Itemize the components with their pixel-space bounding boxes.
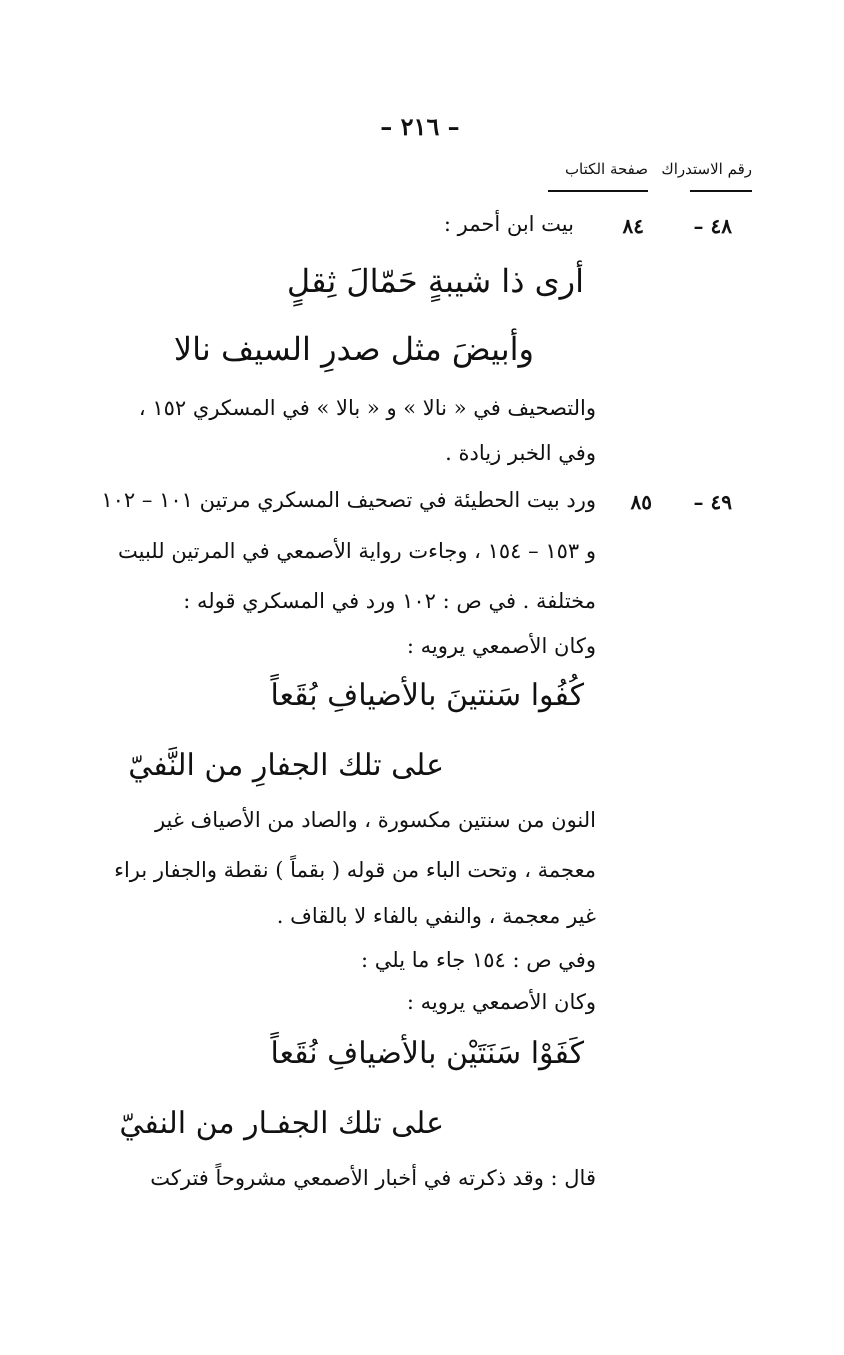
entry-page-number: ٨٥: [630, 490, 652, 514]
body-line: وكان الأصمعي يرويه :: [406, 634, 596, 658]
body-line: وفي الخبر زيادة .: [445, 441, 596, 465]
page-number: – ٢١٦ –: [380, 112, 460, 141]
body-line: النون من سنتين مكسورة ، والصاد من الأصياف غير: [154, 808, 596, 832]
verse-line: كُفُوا سَنتينَ بالأضيافِ بُقَعاً: [270, 678, 584, 713]
column-header-page: صفحة الكتاب: [564, 160, 648, 178]
body-line: قال : وقد ذكرته في أخبار الأصمعي مشروحاً فتركت: [150, 1166, 596, 1190]
body-line: و ١٥٣ – ١٥٤ ، وجاءت رواية الأصمعي في المرتين للبيت: [118, 539, 596, 563]
verse-line: وأبيضَ مثل صدرِ السيف نالا: [173, 330, 534, 368]
header-rule-ref: [690, 190, 752, 192]
body-line: والتصحيف في « نالا » و « بالا » في المسكري ١٥٢ ،: [138, 396, 596, 420]
verse-line: على تلك الجفـار من النفيّ: [119, 1106, 444, 1141]
entry-page-number: ٨٤: [622, 214, 644, 238]
verse-line: أرى ذا شيبةٍ حَمّالَ ثِقلٍ: [286, 262, 584, 300]
header-rule-page: [548, 190, 648, 192]
verse-line: كَفَوْا سَنَتَيْن بالأضيافِ نُقَعاً: [270, 1036, 584, 1071]
body-line: وكان الأصمعي يرويه :: [406, 990, 596, 1014]
body-line: غير معجمة ، والنفي بالفاء لا بالقاف .: [276, 904, 596, 928]
column-header-ref: رقم الاستدراك: [661, 160, 752, 178]
body-line: مختلفة . في ص : ١٠٢ ورد في المسكري قوله :: [183, 589, 596, 613]
body-line: معجمة ، وتحت الباء من قوله ( بقماً ) نقطة والجفار براء: [114, 858, 596, 882]
body-line: ورد بيت الحطيئة في تصحيف المسكري مرتين ١٠١ – ١٠٢: [101, 488, 596, 512]
body-line: وفي ص : ١٥٤ جاء ما يلي :: [360, 948, 596, 972]
entry-ref-number: ٤٩ –: [693, 490, 732, 514]
verse-line: على تلك الجفارِ من النَّفيّ: [128, 748, 444, 783]
entry-ref-number: ٤٨ –: [693, 214, 732, 238]
entry-intro: بيت ابن أحمر :: [443, 212, 574, 236]
